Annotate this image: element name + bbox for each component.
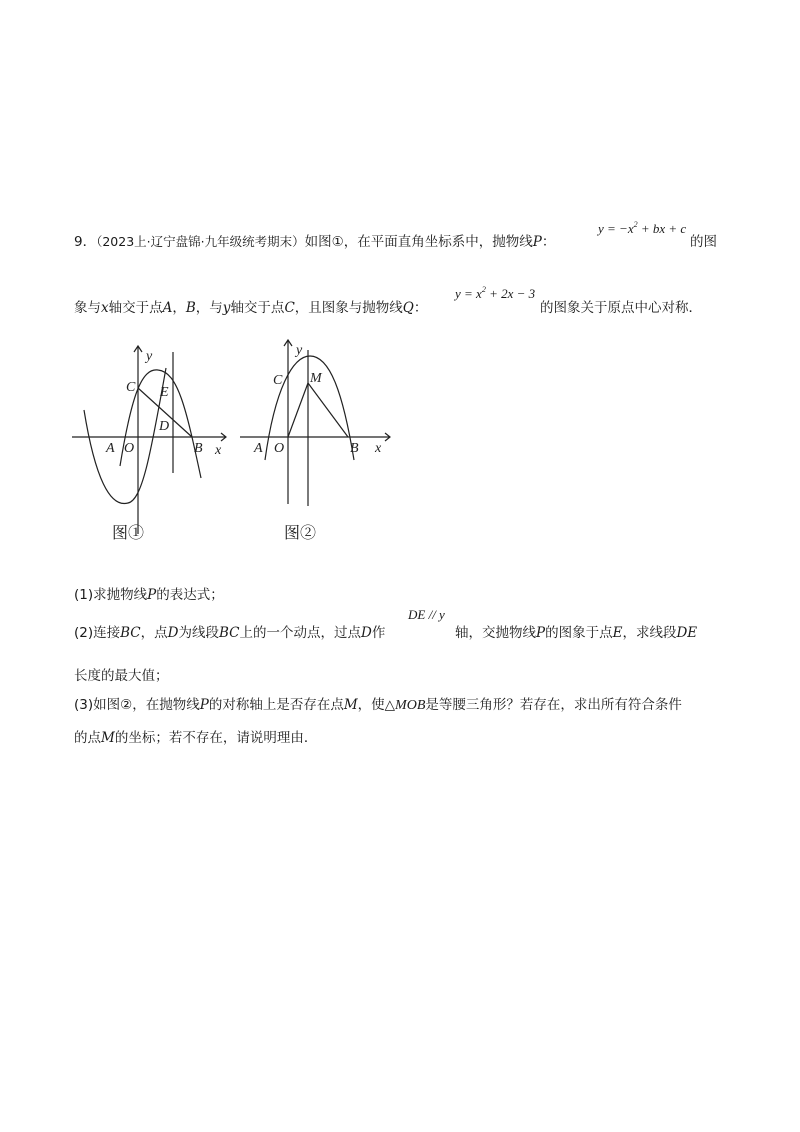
label-B: B xyxy=(194,441,203,456)
segment-MB xyxy=(308,383,348,437)
text: 是等腰三角形？若存在，求出所有符合条件 xyxy=(425,697,682,713)
question-1 xyxy=(74,583,224,603)
problem-line-1-end xyxy=(690,230,717,250)
text: ，使 xyxy=(357,697,385,713)
question-3 xyxy=(74,693,682,714)
var-P: P xyxy=(199,697,209,713)
var-C: C xyxy=(284,300,295,316)
equation-Q: $y = x^2 + 2x - 3$ xyxy=(455,285,536,301)
problem-line-2-end xyxy=(540,296,702,316)
label-B: B xyxy=(350,441,359,456)
text: ，点 xyxy=(140,625,168,641)
text: 的图象于点 xyxy=(545,625,613,641)
text: 象与 xyxy=(74,300,101,316)
problem-source: （2023上·辽宁盘锦·九年级统考期末） xyxy=(96,234,305,249)
label-A: A xyxy=(106,441,115,456)
text: ， xyxy=(172,300,186,316)
problem-number: 9． xyxy=(74,234,97,250)
segment-OM xyxy=(288,383,308,437)
label-C: C xyxy=(126,380,136,395)
text: 的表达式； xyxy=(156,587,224,603)
text: 的点 xyxy=(74,730,101,746)
problem-line-2 xyxy=(74,296,427,316)
text: 的对称轴上是否存在点 xyxy=(208,697,344,713)
label-x: x xyxy=(375,441,382,456)
label-C: C xyxy=(273,373,283,388)
text: 上的一个动点，过点 xyxy=(239,625,361,641)
var-B: B xyxy=(185,300,196,316)
equation-P: $y = -x^2$ + bx + c xyxy=(598,220,687,236)
text: 轴，交抛物线 xyxy=(455,625,536,641)
var-M: M xyxy=(101,730,115,746)
text: (2)连接 xyxy=(74,625,121,641)
var-y: y xyxy=(222,300,231,316)
figure-2-caption: 图② xyxy=(284,523,317,542)
label-y: y xyxy=(296,343,303,358)
var-x: x xyxy=(101,300,109,316)
text: 作 xyxy=(371,625,386,641)
question-2-line-2 xyxy=(74,664,169,684)
var-P: P xyxy=(147,587,157,603)
var-BC: BC xyxy=(218,625,240,641)
text: 的图 xyxy=(690,234,717,250)
text: 轴交于点 xyxy=(108,300,163,316)
triangle-symbol: △ xyxy=(384,697,396,713)
text: ： xyxy=(541,234,556,250)
var-BC: BC xyxy=(120,625,141,641)
condition-DE-parallel-y: DE // y xyxy=(408,607,445,622)
var-M: M xyxy=(343,697,358,713)
text: 长度的最大值； xyxy=(74,668,169,684)
text: ： xyxy=(413,300,428,316)
label-y: y xyxy=(146,349,153,364)
text: 为线段 xyxy=(178,625,219,641)
figure-1 xyxy=(70,338,230,548)
label-D: D xyxy=(159,419,170,434)
var-D: D xyxy=(167,625,179,641)
question-2 xyxy=(74,621,385,641)
label-E: E xyxy=(160,385,169,400)
label-O: O xyxy=(274,441,285,456)
text: 轴交于点 xyxy=(230,300,285,316)
text: 的坐标；若不存在，请说明理由． xyxy=(114,730,318,746)
var-A: A xyxy=(162,300,173,316)
figure-2 xyxy=(238,338,398,518)
var-Q: Q xyxy=(402,300,414,316)
label-O: O xyxy=(124,441,135,456)
label-M: M xyxy=(310,371,322,386)
text: ，求线段 xyxy=(622,625,677,641)
question-2-cont xyxy=(455,621,697,641)
var-P: P xyxy=(532,234,542,250)
var-P: P xyxy=(536,625,546,641)
question-3-line-2 xyxy=(74,726,317,746)
problem-line-1 xyxy=(74,230,555,250)
text: 如图①，在平面直角坐标系中，抛物线 xyxy=(304,234,533,250)
figure-1-caption: 图① xyxy=(112,523,145,542)
text: (3)如图②，在抛物线 xyxy=(74,697,200,713)
var-DE: DE xyxy=(676,625,698,641)
var-E: E xyxy=(612,625,623,641)
label-A: A xyxy=(254,441,263,456)
var-D: D xyxy=(360,625,372,641)
label-x: x xyxy=(215,443,222,458)
text: ，与 xyxy=(195,300,223,316)
text: (1)求抛物线 xyxy=(74,587,148,603)
text: 的图象关于原点中心对称． xyxy=(540,300,702,316)
text: ，且图象与抛物线 xyxy=(294,300,403,316)
var-MOB: MOB xyxy=(395,698,426,713)
